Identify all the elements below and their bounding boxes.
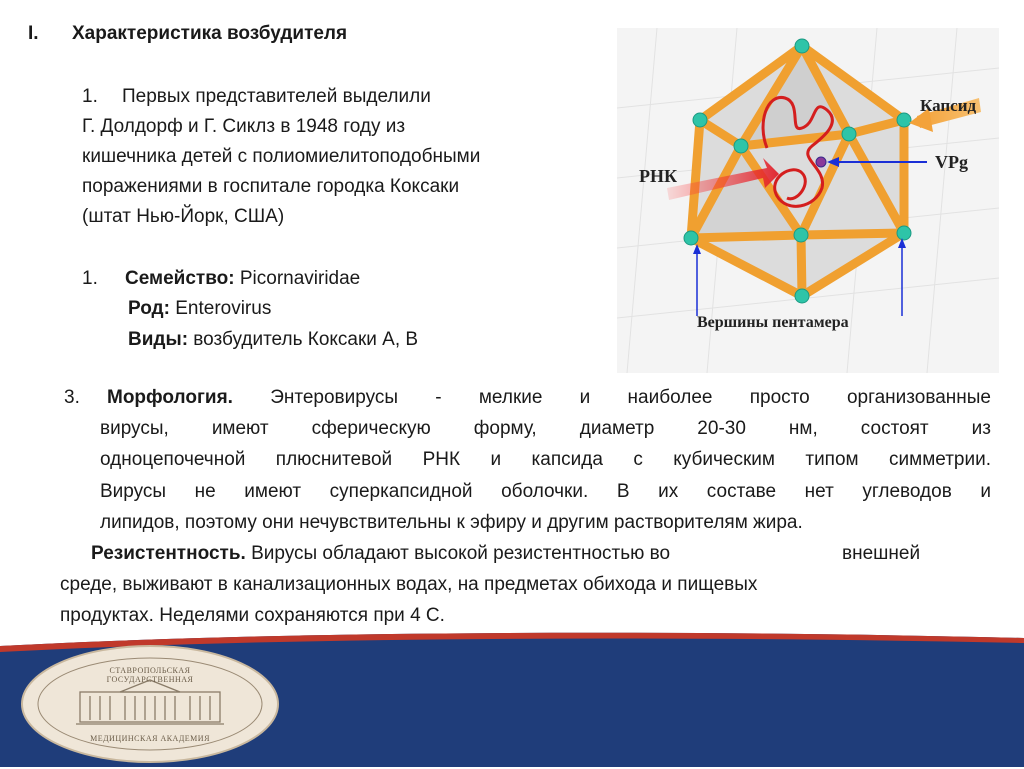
section-number: I. xyxy=(28,23,39,44)
genus-value: Enterovirus xyxy=(175,298,272,319)
history-line: кишечника детей с полиомиелитоподобными xyxy=(82,146,481,167)
family-label: Семейство: xyxy=(125,268,235,289)
resistance-line: продуктах. Неделями сохраняются при 4 С. xyxy=(60,605,445,626)
logo-text-bottom: МЕДИЦИНСКАЯ АКАДЕМИЯ xyxy=(90,734,210,743)
rnk-label: РНК xyxy=(639,166,678,186)
section-title: Характеристика возбудителя xyxy=(72,23,348,44)
history-number: 1. xyxy=(82,86,98,107)
morphology-line: Вирусы не имеют суперкапсидной оболочки. В их составе нет углеводов и xyxy=(100,481,991,502)
vpg-label: VPg xyxy=(935,152,968,172)
resistance-line xyxy=(91,542,670,566)
resistance-line: среде, выживают в канализационных водах, на предметах обихода и пищевых xyxy=(60,574,758,595)
species-label: Виды: xyxy=(128,329,189,350)
logo-text-top: СТАВРОПОЛЬСКАЯ ГОСУДАРСТВЕННАЯ xyxy=(106,666,194,684)
morphology-line: липидов, поэтому они нечувствительны к эфиру и другим растворителям жира. xyxy=(100,512,803,533)
genus-label: Род: xyxy=(128,298,170,319)
morphology-label: Морфология. xyxy=(107,387,233,408)
capsid-label: Капсид xyxy=(920,96,977,115)
resistance-line-end: внешней xyxy=(842,543,921,564)
history-line: поражениями в госпитале городка Коксаки xyxy=(82,176,460,197)
morphology-line: одноцепочечной плюснитевой РНК и капсида с кубическим типом симметрии. xyxy=(100,449,991,470)
history-line: Первых представителей выделили xyxy=(122,86,431,107)
capsid-diagram xyxy=(617,28,999,373)
species-row xyxy=(128,328,418,352)
morphology-text: Энтеровирусы - мелкие и наиболее просто организованные xyxy=(270,387,991,408)
family-row xyxy=(125,267,360,291)
morphology-number: 3. xyxy=(64,387,80,408)
vertices-label: Вершины пентамера xyxy=(697,314,849,331)
history-line: (штат Нью-Йорк, США) xyxy=(82,206,285,227)
morphology-line xyxy=(107,386,991,410)
history-line: Г. Долдорф и Г. Сиклз в 1948 году из xyxy=(82,116,406,137)
logo-emblem xyxy=(20,644,280,764)
resistance-text: Вирусы обладают высокой резистентностью во xyxy=(251,543,671,564)
family-value: Picornaviridae xyxy=(239,268,361,289)
genus-row xyxy=(128,297,271,321)
morphology-line: вирусы, имеют сферическую форму, диаметр 20-30 нм, состоят из xyxy=(100,418,991,439)
vpg-dot xyxy=(816,157,826,167)
species-value: возбудитель Коксаки А, В xyxy=(193,329,419,350)
taxonomy-number: 1. xyxy=(82,268,98,289)
academy-logo xyxy=(20,644,280,764)
resistance-label: Резистентность. xyxy=(91,543,246,564)
